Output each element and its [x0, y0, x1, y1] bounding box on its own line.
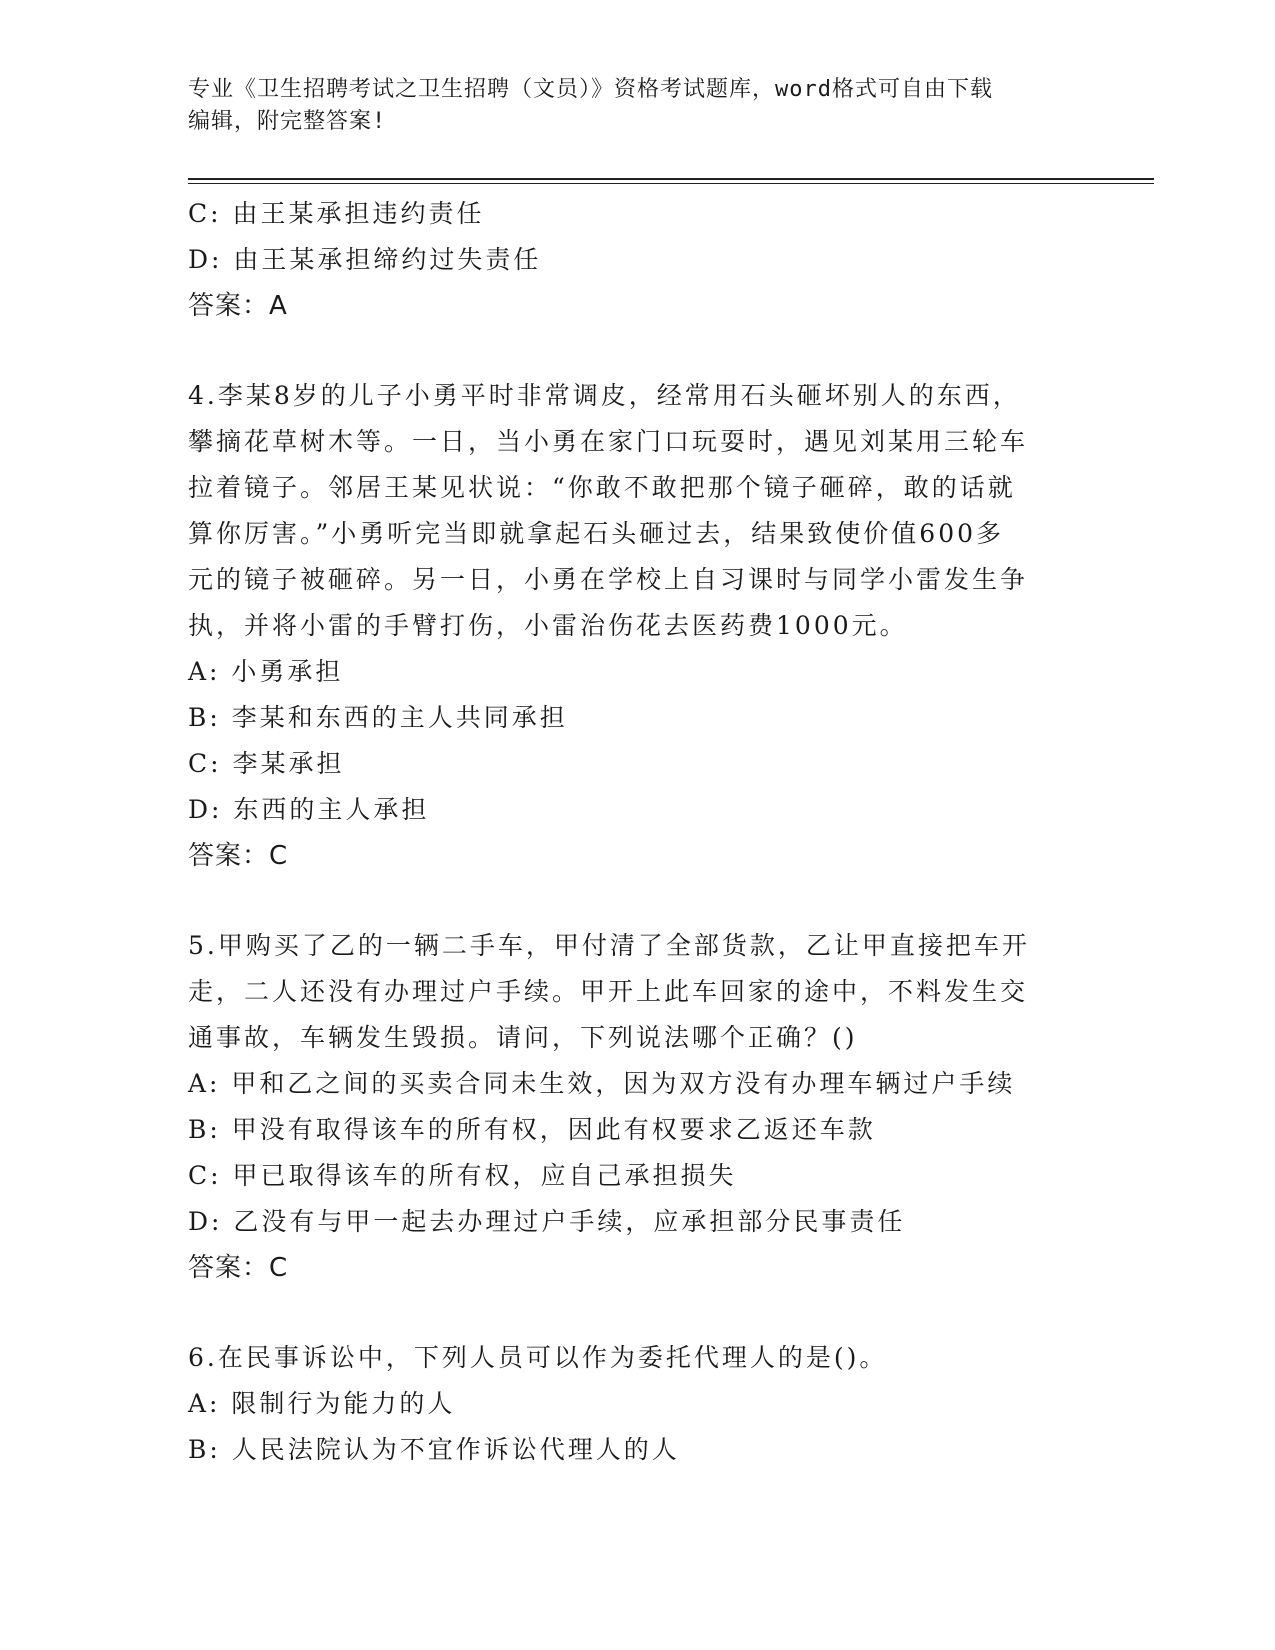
q4-option-d: D: 东西的主人承担 — [188, 795, 430, 824]
q4-stem-line: 算你厉害。”小勇听完当即就拿起石头砸过去，结果致使价值600多 — [188, 519, 1005, 548]
q5-stem-line: 5.甲购买了乙的一辆二手车，甲付清了全部货款，乙让甲直接把车开 — [188, 931, 1030, 960]
header-divider-thin — [188, 183, 1154, 184]
q4-stem-line: 拉着镜子。邻居王某见状说：“你敢不敢把那个镜子砸碎，敢的话就 — [188, 473, 1016, 502]
spacer — [188, 1291, 1088, 1335]
q4-stem — [188, 373, 1088, 649]
q4-stem-line: 执，并将小雷的手臂打伤，小雷治伤花去医药费1000元。 — [188, 611, 908, 640]
q4-stem-line: 元的镜子被砸碎。另一日，小勇在学校上自习课时与同学小雷发生争 — [188, 565, 1029, 594]
q4-option-b: B: 李某和东西的主人共同承担 — [188, 703, 568, 732]
q6-option-b: B: 人民法院认为不宜作诉讼代理人的人 — [188, 1435, 680, 1464]
q5-stem-line: 走，二人还没有办理过户手续。甲开上此车回家的途中，不料发生交 — [188, 977, 1029, 1006]
document-header — [188, 74, 1068, 138]
q3-answer: 答案：A — [188, 291, 288, 321]
q3-option-c: C: 由王某承担违约责任 — [188, 199, 485, 228]
question-content — [188, 191, 1088, 1473]
q4-stem-line: 攀摘花草树木等。一日，当小勇在家门口玩耍时，遇见刘某用三轮车 — [188, 427, 1029, 456]
spacer — [188, 879, 1088, 923]
q4-stem-line: 4.李某8岁的儿子小勇平时非常调皮，经常用石头砸坏别人的东西， — [188, 381, 1021, 410]
q6-stem: 6.在民事诉讼中，下列人员可以作为委托代理人的是()。 — [188, 1343, 888, 1372]
header-line-1: 专业《卫生招聘考试之卫生招聘（文员）》资格考试题库，word格式可自由下载 — [188, 77, 993, 102]
q5-option-d: D: 乙没有与甲一起去办理过户手续，应承担部分民事责任 — [188, 1207, 906, 1236]
q5-option-a: A: 甲和乙之间的买卖合同未生效，因为双方没有办理车辆过户手续 — [188, 1069, 1016, 1098]
q5-option-c: C: 甲已取得该车的所有权，应自己承担损失 — [188, 1161, 737, 1190]
q5-option-b: B: 甲没有取得该车的所有权，因此有权要求乙返还车款 — [188, 1115, 876, 1144]
header-line-2: 编辑，附完整答案! — [188, 109, 387, 134]
q5-answer: 答案：C — [188, 1253, 289, 1283]
q3-option-d: D: 由王某承担缔约过失责任 — [188, 245, 542, 274]
q4-answer: 答案：C — [188, 841, 289, 871]
q5-stem — [188, 923, 1088, 1061]
q5-stem-line: 通事故，车辆发生毁损。请问，下列说法哪个正确？() — [188, 1023, 858, 1052]
q4-option-a: A: 小勇承担 — [188, 657, 344, 686]
header-divider — [188, 178, 1154, 180]
spacer — [188, 329, 1088, 373]
q6-option-a: A: 限制行为能力的人 — [188, 1389, 456, 1418]
q4-option-c: C: 李某承担 — [188, 749, 345, 778]
